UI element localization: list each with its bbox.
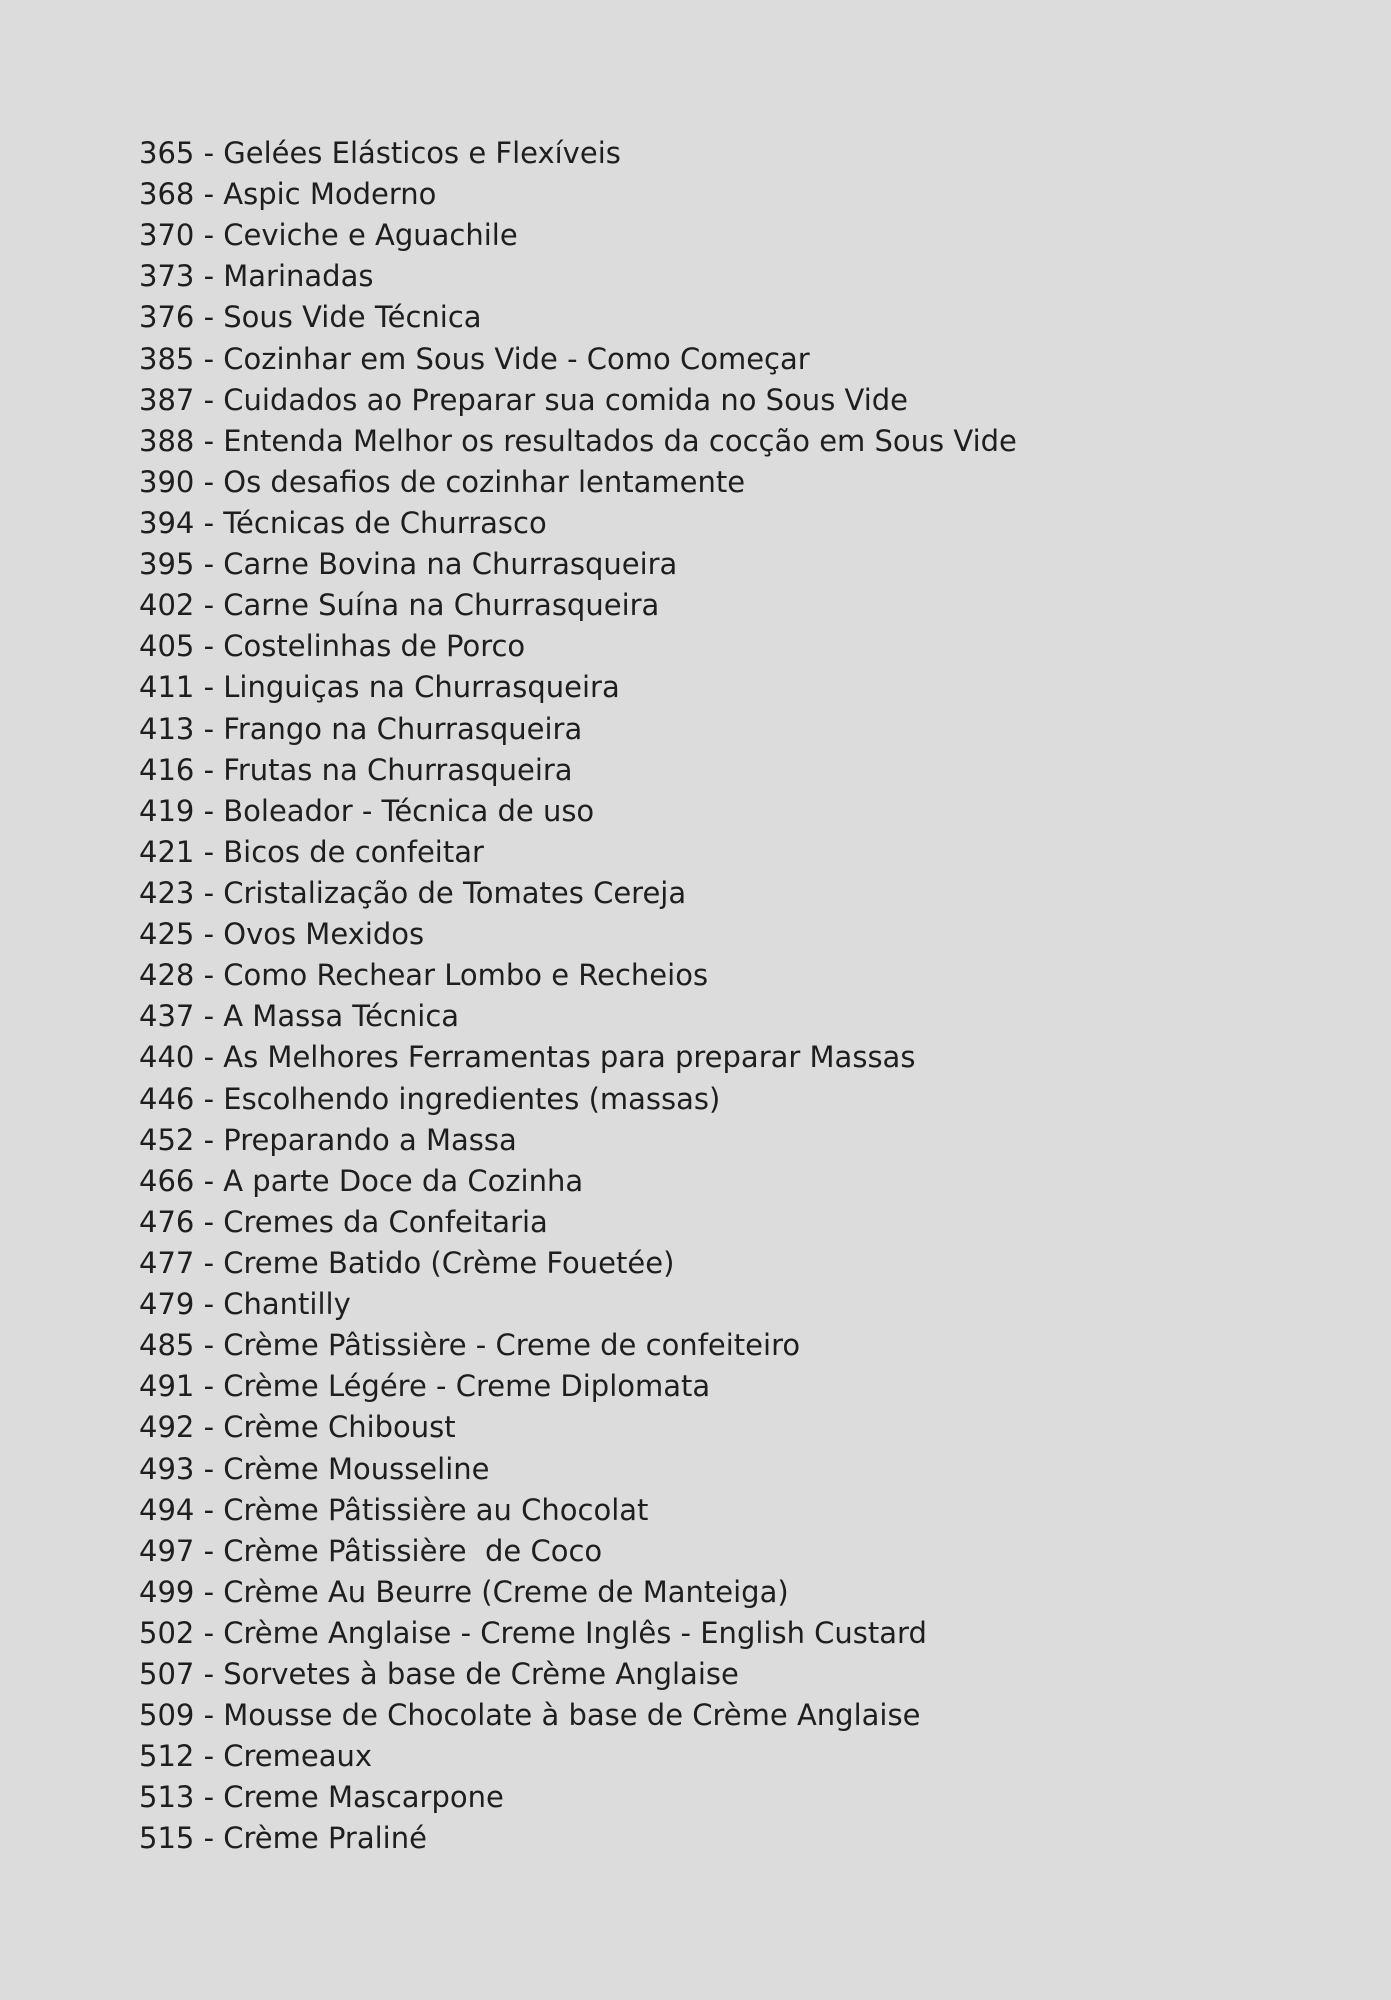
toc-entry: 423 - Cristalização de Tomates Cereja [139,875,687,910]
toc-entry: 466 - A parte Doce da Cozinha [139,1163,584,1198]
toc-entry: 509 - Mousse de Chocolate à base de Crème Anglaise [139,1698,921,1733]
toc-entry: 373 - Marinadas [139,259,374,294]
toc-entry: 390 - Os desafios de cozinhar lentamente [139,464,746,499]
toc-entry: 385 - Cozinhar em Sous Vide - Como Começar [139,341,810,376]
toc-entry: 507 - Sorvetes à base de Crème Anglaise [139,1657,739,1692]
toc-entry: 492 - Crème Chiboust [139,1410,456,1445]
toc-entry: 493 - Crème Mousseline [139,1451,490,1486]
toc-entry: 512 - Cremeaux [139,1739,373,1774]
toc-entry: 446 - Escolhendo ingredientes (massas) [139,1081,721,1116]
toc-entry: 376 - Sous Vide Técnica [139,300,482,335]
toc-entry: 395 - Carne Bovina na Churrasqueira [139,547,678,582]
toc-entry: 370 - Ceviche e Aguachile [139,218,518,253]
toc-entry: 425 - Ovos Mexidos [139,917,425,952]
toc-entry: 440 - As Melhores Ferramentas para preparar Massas [139,1040,916,1075]
toc-entry: 394 - Técnicas de Churrasco [139,505,547,540]
toc-entry: 476 - Cremes da Confeitaria [139,1204,548,1239]
toc-entry: 502 - Crème Anglaise - Creme Inglês - English Custard [139,1615,927,1650]
toc-entry: 421 - Bicos de confeitar [139,834,484,869]
toc-entry: 405 - Costelinhas de Porco [139,629,526,664]
toc-entry: 416 - Frutas na Churrasqueira [139,752,573,787]
toc-entry: 402 - Carne Suína na Churrasqueira [139,588,660,623]
toc-entry: 491 - Crème Légére - Creme Diplomata [139,1369,711,1404]
toc-entry: 499 - Crème Au Beurre (Creme de Manteiga) [139,1574,789,1609]
toc-entry: 485 - Crème Pâtissière - Creme de confeiteiro [139,1328,801,1363]
toc-entry: 428 - Como Rechear Lombo e Recheios [139,958,709,993]
toc-entry: 497 - Crème Pâtissière de Coco [139,1533,603,1568]
toc-entry: 411 - Linguiças na Churrasqueira [139,670,620,705]
toc-entry: 368 - Aspic Moderno [139,177,437,212]
toc-entry: 413 - Frango na Churrasqueira [139,711,583,746]
toc-entry: 494 - Crème Pâtissière au Chocolat [139,1492,649,1527]
toc-entry: 388 - Entenda Melhor os resultados da cocção em Sous Vide [139,423,1017,458]
toc-entry: 387 - Cuidados ao Preparar sua comida no Sous Vide [139,382,909,417]
toc-entry: 515 - Crème Praliné [139,1821,427,1856]
table-of-contents [139,133,1017,1860]
toc-entry: 365 - Gelées Elásticos e Flexíveis [139,136,621,170]
toc-entry: 437 - A Massa Técnica [139,999,460,1034]
toc-entry: 513 - Creme Mascarpone [139,1780,504,1815]
toc-entry: 452 - Preparando a Massa [139,1122,517,1157]
toc-entry: 477 - Creme Batido (Crème Fouetée) [139,1245,675,1280]
toc-entry: 419 - Boleador - Técnica de uso [139,793,595,828]
toc-entry: 479 - Chantilly [139,1287,351,1322]
